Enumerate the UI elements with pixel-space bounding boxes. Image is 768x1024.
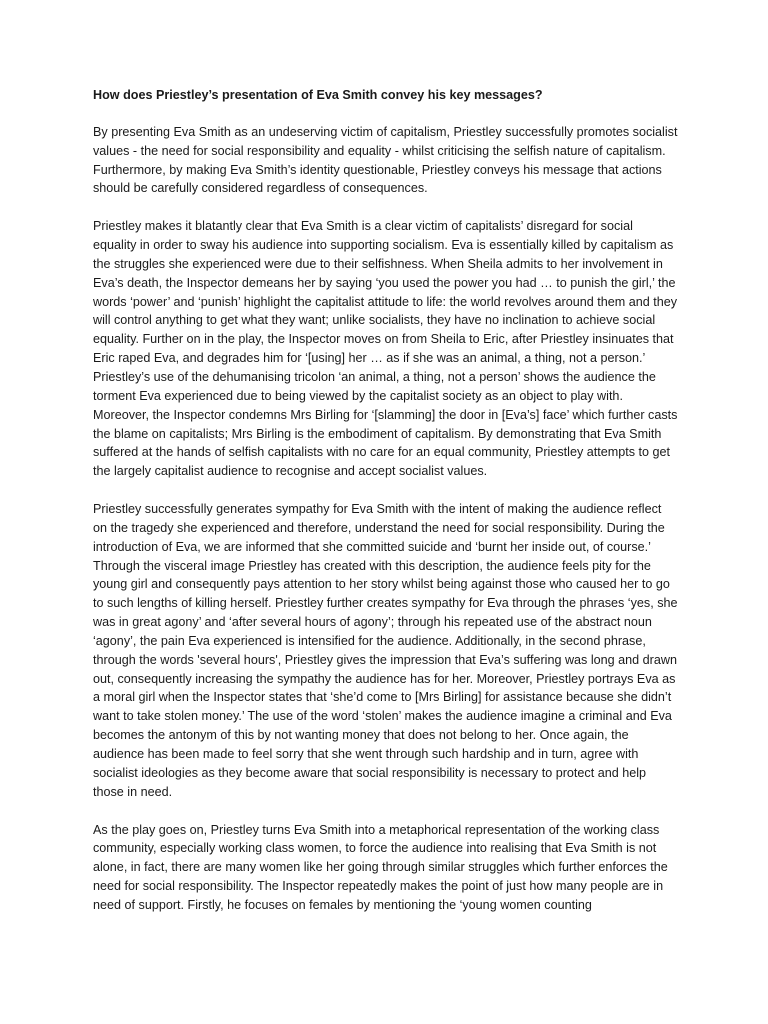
paragraph-victim-of-capitalism: Priestley makes it blatantly clear that Eva Smith is a clear victim of capitalists’ disregard for social equality in order to sway his audience into supporting socialism. Eva is essentially killed by capitalism as the struggles she experienced were due to their selfishness. When Sheila admits to her involvement in Eva’s death, the Inspector demeans her by saying ‘you used the power you had … to punish the girl,’ the words ‘power’ and ‘punish’ highlight the capitalist attitude to life: the world revolves around them and they will control anything to get what they want; unlike socialists, they have no inclination to achieve social equality. Further on in the play, the Inspector moves on from Sheila to Eric, after Priestley insinuates that Eric raped Eva, and degrades him for ‘[using] her … as if she was an animal, a thing, not a person.’ Priestley’s use of the dehumanising tricolon ‘an animal, a thing, not a person’ shows the audience the torment Eva experienced due to being viewed by the capitalist society as an object to play with. Moreover, the Inspector condemns Mrs Birling for ‘[slamming] the door in [Eva’s] face’ which further casts the blame on capitalists; Mrs Birling is the embodiment of capitalism. By demonstrating that Eva Smith suffered at the hands of selfish capitalists with no care for an equal community, Priestley attempts to get the largely capitalist audience to recognise and accept socialist values.: [93, 219, 678, 479]
paragraph-sympathy: Priestley successfully generates sympathy for Eva Smith with the intent of making the audience reflect on the tragedy she experienced and therefore, understand the need for social responsibility. During the introduction of Eva, we are informed that she committed suicide and ‘burnt her inside out, of course.’ Through the visceral image Priestley has created with this description, the audience feels pity for the young girl and consequently pays attention to her story whilst being against those who caused her to go to such lengths of killing herself. Priestley further creates sympathy for Eva through the phrases ‘yes, she was in great agony’ and ‘after several hours of agony’; through his repeated use of the abstract noun ‘agony’, the pain Eva experienced is intensified for the audience. Additionally, in the second phrase, through the words 'several hours', Priestley gives the impression that Eva’s suffering was long and drawn out, consequently increasing the sympathy the audience has for her. Moreover, Priestley portrays Eva as a moral girl when the Inspector states that ‘she’d come to [Mrs Birling] for assistance because she didn’t want to take stolen money.’ The use of the word ‘stolen’ makes the audience imagine a criminal and Eva becomes the antonym of this by not wanting money that does not belong to her. Once again, the audience has been made to feel sorry that she went through such hardship and in turn, agree with socialist ideologies as they become aware that social responsibility is necessary to protect and help those in need.: [93, 502, 678, 799]
document-page: [93, 86, 678, 934]
essay-question-heading: How does Priestley’s presentation of Eva Smith convey his key messages?: [93, 88, 543, 102]
paragraph-metaphorical-representation: As the play goes on, Priestley turns Eva Smith into a metaphorical representation of the working class community, especially working class women, to force the audience into realising that Eva Smith is not alone, in fact, there are many women like her going through similar struggles which further enforces the need for social responsibility. The Inspector repeatedly makes the point of just how many people are in need of support. Firstly, he focuses on females by mentioning the ‘young women counting: [93, 822, 668, 912]
paragraph-introduction: By presenting Eva Smith as an undeserving victim of capitalism, Priestley successfully promotes socialist values - the need for social responsibility and equality - whilst criticising the selfish nature of capitalism. Furthermore, by making Eva Smith’s identity questionable, Priestley conveys his message that actions should be carefully considered regardless of consequences.: [93, 124, 678, 196]
